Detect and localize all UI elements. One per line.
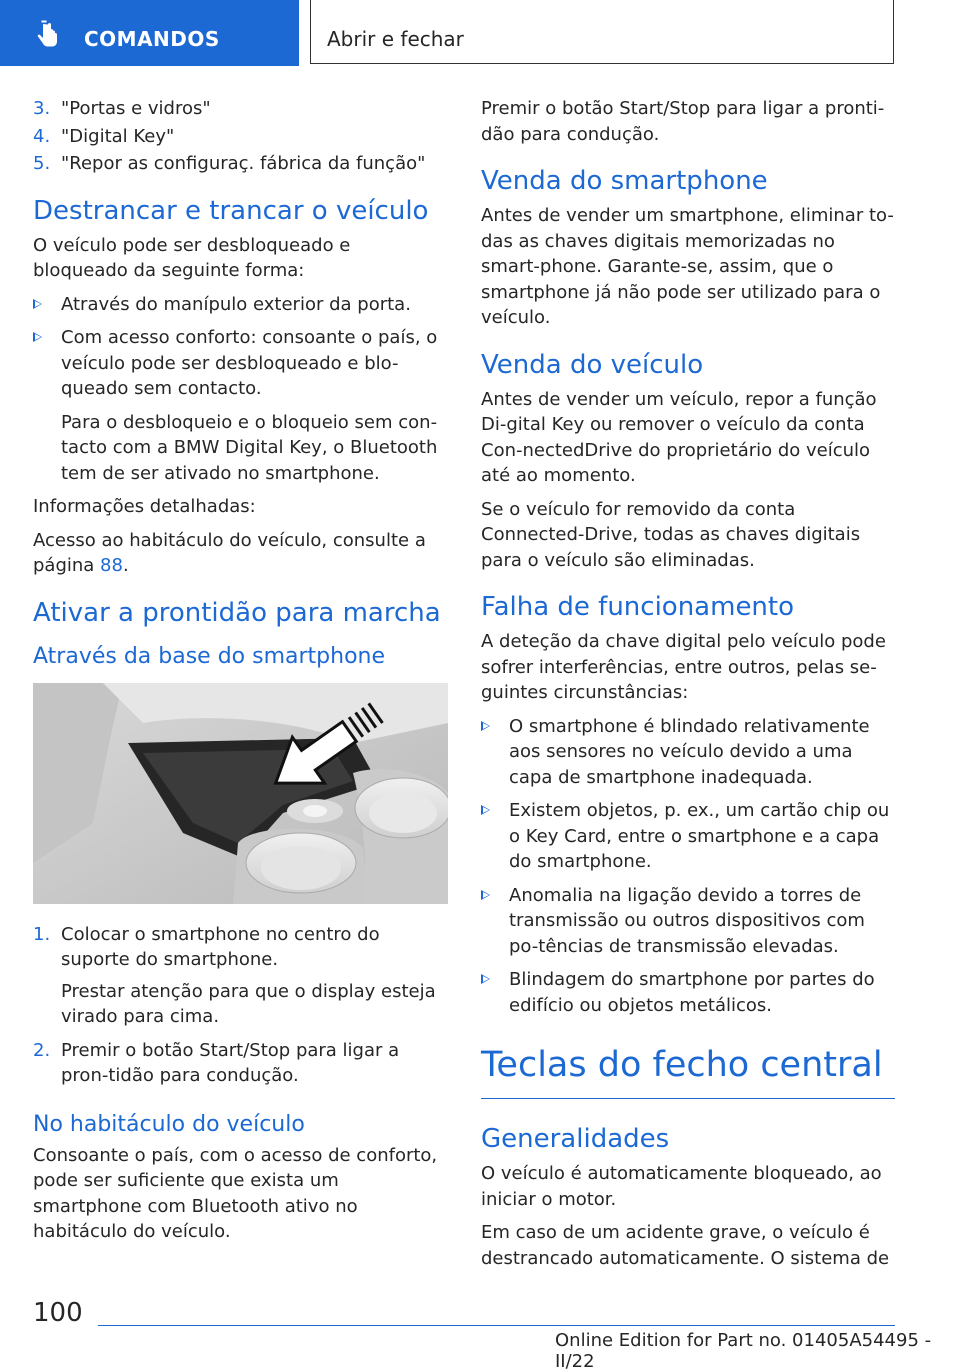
item-number: 3.	[33, 98, 51, 119]
footer-edition: Online Edition for Part no. 01405A54495 - II/22	[555, 1330, 932, 1372]
paragraph: Se o veículo for removido da conta Connected-Drive, todas as chaves digitais para o veículo são eliminadas.	[481, 498, 861, 571]
triangle-bullet-icon	[481, 890, 490, 900]
paragraph: Em caso de um acidente grave, o veículo é destrancado automaticamente. O sistema de	[481, 1222, 890, 1269]
triangle-bullet-icon	[33, 332, 42, 342]
bullet-text: Anomalia na ligação devido a torres de transmissão ou outros dispositivos com po-tências de transmissão elevadas.	[509, 884, 865, 957]
paragraph: Premir o botão Start/Stop para ligar a pronti-dão para condução.	[481, 98, 885, 145]
bullet-item	[481, 798, 895, 875]
page-link[interactable]: 88	[100, 555, 123, 576]
item-number: 4.	[33, 125, 51, 147]
heading-venda-veiculo: Venda do veículo	[481, 349, 704, 380]
paragraph: Antes de vender um smartphone, eliminar to-das as chaves digitais memorizadas no smart-phone. Garante-se, assim, que o smartphone já não pode ser utilizado para o veículo.	[481, 205, 894, 328]
step-number: 1.	[33, 923, 51, 945]
footer-divider	[98, 1325, 895, 1326]
bullet-item	[481, 714, 895, 791]
item-text: "Portas e vidros"	[61, 98, 211, 119]
paragraph: O veículo é automaticamente bloqueado, ao iniciar o motor.	[481, 1163, 882, 1210]
info-label: Informações detalhadas:	[33, 496, 256, 517]
list-item	[33, 96, 448, 122]
info-reference	[33, 528, 448, 579]
step-text: Premir o botão Start/Stop para ligar a pron-tidão para condução.	[61, 1039, 400, 1086]
section-title: COMANDOS	[84, 27, 220, 51]
item-text: "Repor as configuraç. fábrica da função"	[61, 153, 426, 174]
page-header	[0, 0, 960, 66]
bullet-text: Blindagem do smartphone por partes do edifício ou objetos metálicos.	[509, 969, 875, 1016]
bullet-text: Com acesso conforto: consoante o país, o veículo pode ser desbloqueado e blo-queado sem contacto.	[61, 327, 438, 399]
bullet-item	[481, 967, 895, 1018]
bullet-note: Para o desbloqueio e o bloqueio sem con-tacto com a BMW Digital Key, o Bluetooth tem de ser ativado no smartphone.	[61, 411, 438, 484]
paragraph: A deteção da chave digital pelo veículo pode sofrer interferências, entre outros, pelas se-guintes circunstâncias:	[481, 631, 886, 703]
list-item	[33, 151, 448, 177]
info-end: .	[122, 555, 129, 576]
heading-habitaculo: No habitáculo do veículo	[33, 1111, 305, 1137]
triangle-bullet-icon	[481, 974, 490, 984]
bullet-text: Existem objetos, p. ex., um cartão chip ou o Key Card, entre o smartphone e a capa do smartphone.	[509, 800, 890, 872]
chapter-title: Abrir e fechar	[327, 27, 464, 51]
triangle-bullet-icon	[481, 805, 490, 815]
paragraph: Antes de vender um veículo, repor a função Di-gital Key ou remover o veículo da conta Con-nectedDrive do proprietário do veículo até ao momento.	[481, 388, 877, 486]
list-item	[33, 124, 448, 150]
heading-base: Através da base do smartphone	[33, 643, 386, 669]
step-number: 2.	[33, 1039, 51, 1061]
step-item	[33, 922, 448, 973]
heading-generalidades: Generalidades	[481, 1124, 670, 1154]
bullet-item	[33, 325, 448, 402]
bullet-text: O smartphone é blindado relativamente aos sensores no veículo devido a uma capa de smartphone inadequada.	[509, 715, 870, 788]
bullet-item	[481, 883, 895, 960]
info-text: Acesso ao habitáculo do veículo, consulte a página	[33, 529, 426, 576]
step-text: Colocar o smartphone no centro do suporte do smartphone.	[61, 923, 380, 970]
step-item	[33, 1038, 448, 1089]
heading-falha: Falha de funcionamento	[481, 592, 795, 622]
item-number: 5.	[33, 153, 51, 174]
bullet-text: Através do manípulo exterior da porta.	[61, 293, 411, 315]
page-number: 100	[33, 1298, 83, 1328]
settings-list	[33, 96, 448, 177]
step-note: Prestar atenção para que o display esteja virado para cima.	[61, 980, 436, 1027]
paragraph: Consoante o país, com o acesso de conforto, pode ser suficiente que exista um smartphone com Bluetooth ativo no habitáculo do veículo.	[33, 1144, 438, 1242]
heading-destrancar: Destrancar e trancar o veículo	[33, 195, 429, 226]
heading-teclas: Teclas do fecho central	[481, 1044, 895, 1099]
hand-pointer-icon	[32, 20, 62, 50]
triangle-bullet-icon	[481, 721, 490, 731]
steps-list	[33, 922, 448, 1089]
paragraph: O veículo pode ser desbloqueado e bloqueado da seguinte forma:	[33, 234, 351, 281]
section-tab	[0, 0, 299, 66]
heading-venda-smartphone: Venda do smartphone	[481, 166, 768, 196]
bullet-item	[33, 292, 448, 318]
item-text: "Digital Key"	[61, 125, 175, 147]
left-column	[33, 96, 448, 1245]
smartphone-tray-image	[33, 683, 448, 904]
heading-ativar: Ativar a prontidão para marcha	[33, 597, 441, 628]
right-column	[481, 96, 895, 1271]
triangle-bullet-icon	[33, 299, 42, 309]
